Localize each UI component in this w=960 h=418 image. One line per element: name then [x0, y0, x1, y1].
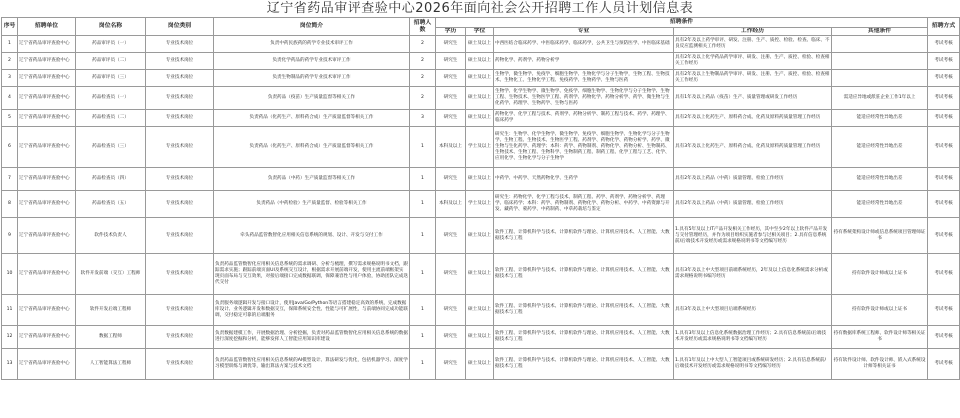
cell-other: 能适应经常性异地出差: [832, 168, 928, 191]
cell-edu: 研究生: [436, 110, 466, 127]
cell-seq: 13: [2, 349, 18, 380]
cell-profile: 负责药品监管数智化应用相关信息系统的需求调研、分析与梳理，撰写需求规格说明书文档，跟踪需求实施；跟踪前端页面UI及系统交互设计，根据需求开展前端开发，使用主流前端框架实现页面布局与交互效果，对接后端接口完成数据联调，保障兼容性与用户体验，协助团队完成迭代交付: [214, 254, 410, 295]
cell-count: 1: [410, 254, 436, 295]
cell-unit: 辽宁省药品审评查验中心: [18, 127, 76, 168]
cell-position: 药品检查员（一）: [76, 87, 146, 110]
cell-other: 能适应经常性异地出差: [832, 127, 928, 168]
cell-method: 考试考核: [928, 168, 960, 191]
header-conditions: 招聘条件: [436, 18, 928, 28]
cell-major: 药物化学、化学工程与技术、药剂学、药物分析学、制药工程与技术、药学、药理学、临床药学: [494, 110, 674, 127]
cell-other: 能适应经常性异地出差: [832, 191, 928, 218]
page-title: 辽宁省药品审评查验中心2026年面向社会公开招聘工作人员计划信息表: [266, 1, 694, 16]
cell-experience: 具有3年及以上中大型项目后端系统经历: [674, 295, 832, 326]
table-row: [2, 70, 960, 87]
cell-degree: 硕士及以上: [466, 53, 494, 70]
table-row: [2, 349, 960, 380]
cell-other: 持有软件设计师或以上证书: [832, 254, 928, 295]
cell-unit: 辽宁省药品审评查验中心: [18, 53, 76, 70]
cell-unit: 辽宁省药品审评查验中心: [18, 218, 76, 254]
cell-experience: 具有3年及以上中大型项目前端系统经历，2年及以上信息化系统需求分析或需求规格说明书编写经历: [674, 254, 832, 295]
cell-count: 2: [410, 70, 436, 87]
cell-profile: 负责药品（化药生产、原料药合成）生产质量监督等相关工作: [214, 127, 410, 168]
cell-edu: 研究生: [436, 218, 466, 254]
cell-method: 考试考核: [928, 349, 960, 380]
cell-major: 研究生：生物学、化学生物学、微生物学、免疫学、细胞生物学、生物化学与分子生物学、生物工程、生物技术、生物医学工程、药剂学、药物化学、药物分析学、药学、微生物与生化药学、药理学；本科：药学、药物制剂、药物化学、药物分析、生物制药、生物技术、生物工程、生物科学、生物制药工程、制药工程、化学工程与工艺、化学、应用化学、生物化学与分子生物学: [494, 127, 674, 168]
cell-count: 1: [410, 191, 436, 218]
cell-position: 软件开发前端（交互）工程师: [76, 254, 146, 295]
cell-major: 软件工程、计算机科学与技术、计算机软件与理论、计算机应用技术、人工智能、大数据技术与工程: [494, 254, 674, 295]
cell-seq: 11: [2, 295, 18, 326]
cell-profile: 牵头药品监管数智化应用相关信息系统的规划、设计、开发与交付工作: [214, 218, 410, 254]
cell-method: 考试考核: [928, 36, 960, 53]
cell-seq: 5: [2, 110, 18, 127]
cell-category: 专业技术岗位: [146, 110, 214, 127]
cell-method: 考试考核: [928, 254, 960, 295]
cell-edu: 研究生: [436, 295, 466, 326]
cell-other: [832, 53, 928, 70]
cell-unit: 辽宁省药品审评查验中心: [18, 254, 76, 295]
cell-experience: 具有3年及以上化药生产、原料药合成、化药及原料药质量管理工作经历: [674, 127, 832, 168]
cell-degree: 硕士及以上: [466, 254, 494, 295]
cell-method: 考试考核: [928, 110, 960, 127]
header-unit: 招聘单位: [18, 18, 76, 36]
cell-major: 中西医结合临床药学、中医临床药学、临床药学，公共卫生与预防医学、中医临床基础: [494, 36, 674, 53]
cell-seq: 7: [2, 168, 18, 191]
cell-edu: 研究生: [436, 349, 466, 380]
cell-experience: 具有2年及以上生物制品药学审评、研发、注册、生产、质控、检验、检查相关工作经历: [674, 70, 832, 87]
cell-profile: 负责药品（中药检验）生产质量监督、检验等相关工作: [214, 191, 410, 218]
header-seq: 序号: [2, 18, 18, 36]
cell-seq: 6: [2, 127, 18, 168]
cell-count: 2: [410, 53, 436, 70]
cell-experience: 具有2年及以上化药生产、原料药合成、化药及原料药质量管理工作经历: [674, 110, 832, 127]
cell-major: 软件工程、计算机科学与技术、计算机软件与理论、计算机应用技术、人工智能、大数据技术与工程: [494, 349, 674, 380]
header-method: 招聘方式: [928, 18, 960, 36]
cell-unit: 辽宁省药品审评查验中心: [18, 349, 76, 380]
cell-edu: 研究生: [436, 168, 466, 191]
cell-unit: 辽宁省药品审评查验中心: [18, 110, 76, 127]
recruitment-table: [1, 17, 960, 380]
cell-degree: 硕士及以上: [466, 110, 494, 127]
header-position: 岗位名称: [76, 18, 146, 36]
cell-major: 中药学、中药学、天然药物化学、生药学: [494, 168, 674, 191]
cell-count: 2: [410, 36, 436, 53]
cell-category: 专业技术岗位: [146, 36, 214, 53]
cell-edu: 研究生: [436, 326, 466, 349]
cell-major: 研究生：药物化学、化学工程与技术、制药工程、药学、药剂学、药物分析学、药理学、临床药学；本科：药学、药物制剂、药物化学、药物分析、中药学、中药资源与开发、藏药学、蒙药学、中药制药、中草药栽培与鉴定: [494, 191, 674, 218]
cell-position: 软件技术负责人: [76, 218, 146, 254]
cell-other: [832, 36, 928, 53]
cell-other: 持有数据库系统工程师、软件设计师等相关证书: [832, 326, 928, 349]
cell-category: 专业技术岗位: [146, 254, 214, 295]
cell-position: 药品检查员（二）: [76, 110, 146, 127]
table-row: [2, 53, 960, 70]
cell-seq: 12: [2, 326, 18, 349]
cell-profile: 负责药品（疫苗）生产质量监督等相关工作: [214, 87, 410, 110]
header-degree: 学位: [466, 28, 494, 36]
cell-experience: 具有2年及以上药品（中药）质量管理、检验工作经历: [674, 168, 832, 191]
cell-category: 专业技术岗位: [146, 70, 214, 87]
header-other: 其他条件: [832, 28, 928, 36]
cell-category: 专业技术岗位: [146, 87, 214, 110]
cell-seq: 1: [2, 36, 18, 53]
cell-degree: 硕士及以上: [466, 87, 494, 110]
header-category: 岗位类别: [146, 18, 214, 36]
cell-position: 药品检查员（四）: [76, 168, 146, 191]
cell-count: 1: [410, 127, 436, 168]
cell-edu: 本科及以上: [436, 127, 466, 168]
table-row: [2, 218, 960, 254]
header-profile: 岗位简介: [214, 18, 410, 36]
cell-position: 数据工程师: [76, 326, 146, 349]
cell-unit: 辽宁省药品审评查验中心: [18, 295, 76, 326]
cell-method: 考试考核: [928, 70, 960, 87]
cell-profile: 负责服务端逻辑开发与接口设计，使用Java/Go/Python等语言搭建稳定高效的系统，完成数据库设计、业务逻辑开发和数据交互，保障系统安全性、性能与可扩展性，与前端协同完成功能联调，交付稳定可靠的后端服务: [214, 295, 410, 326]
cell-major: 生物学，微生物学、免疫学、细胞生物学、生物化学与分子生物学，生物工程、生物技术、生物化工、生物化学工程、免疫药学、生物药学、生物与医药: [494, 70, 674, 87]
cell-seq: 3: [2, 70, 18, 87]
cell-edu: 研究生: [436, 254, 466, 295]
cell-unit: 辽宁省药品审评查验中心: [18, 168, 76, 191]
table-row: [2, 191, 960, 218]
cell-method: 考试考核: [928, 326, 960, 349]
cell-method: 考试考核: [928, 295, 960, 326]
cell-experience: 具有2年及以上药学审评、研发、注册、生产、质控、检验、检查、临床、不良反应监测相关工作经历: [674, 36, 832, 53]
cell-profile: 负责药品（中药）生产质量监督等相关工作: [214, 168, 410, 191]
cell-experience: 1.具有5年及以上IT产品开发相关工作经历，其中至少2年以上软件产品开发与交付管理经历，并作为项目组织实施者参与过相关项目；2.具有信息系统前/后端技术开发经历或需求规格说明书等文档编写经历: [674, 218, 832, 254]
cell-experience: 具有2年及以上化学药品药学审评、研发、注册、生产、质控、检验、检查相关工作经历: [674, 53, 832, 70]
cell-count: 1: [410, 168, 436, 191]
cell-edu: 研究生: [436, 53, 466, 70]
cell-method: 考试考核: [928, 53, 960, 70]
cell-category: 专业技术岗位: [146, 326, 214, 349]
cell-experience: 具有2年及以上药品（中药）质量管理、检验工作经历: [674, 191, 832, 218]
cell-category: 专业技术岗位: [146, 218, 214, 254]
table-row: [2, 168, 960, 191]
cell-degree: 学士及以上: [466, 191, 494, 218]
cell-count: 2: [410, 87, 436, 110]
cell-profile: 负责中药民族药的药学专业技术审评工作: [214, 36, 410, 53]
cell-experience: 具有1年及以上药品（疫苗）生产、质量管理或研发工作经历: [674, 87, 832, 110]
cell-seq: 4: [2, 87, 18, 110]
table-row: [2, 127, 960, 168]
cell-category: 专业技术岗位: [146, 191, 214, 218]
cell-degree: 硕士及以上: [466, 295, 494, 326]
cell-method: 考试考核: [928, 87, 960, 110]
cell-degree: 硕士及以上: [466, 326, 494, 349]
cell-major: 药物化学、药剂学、药物分析学: [494, 53, 674, 70]
cell-degree: 学士及以上: [466, 127, 494, 168]
cell-degree: 硕士及以上: [466, 218, 494, 254]
table-row: [2, 87, 960, 110]
cell-count: 1: [410, 349, 436, 380]
cell-other: 持有系统架构设计师或信息系统项目管理师证书: [832, 218, 928, 254]
header-edu: 学历: [436, 28, 466, 36]
table-row: [2, 36, 960, 53]
cell-profile: 负责药品（化药生产、原料药合成）生产质量监督等相关工作: [214, 110, 410, 127]
cell-major: 软件工程、计算机科学与技术、计算机软件与理论、计算机应用技术、人工智能、大数据技术与工程: [494, 218, 674, 254]
table-row: [2, 110, 960, 127]
cell-major: 生物学、化学生物学、微生物学、免疫学、细胞生物学、生物化学与分子生物学、生物工程、生物技术、生物医学工程、药剂学、药物化学、药物分析学、药学、微生物与生化药学、药理学、生物药学、生物与医药: [494, 87, 674, 110]
table-row: [2, 254, 960, 295]
cell-category: 专业技术岗位: [146, 349, 214, 380]
cell-profile: 负责生物制品的药学专业技术审评工作: [214, 70, 410, 87]
cell-count: 1: [410, 218, 436, 254]
cell-edu: 本科及以上: [436, 191, 466, 218]
cell-category: 专业技术岗位: [146, 295, 214, 326]
cell-seq: 2: [2, 53, 18, 70]
header-major: 专业: [494, 28, 674, 36]
cell-degree: 硕士及以上: [466, 349, 494, 380]
cell-unit: 辽宁省药品审评查验中心: [18, 326, 76, 349]
cell-edu: 研究生: [436, 70, 466, 87]
cell-unit: 辽宁省药品审评查验中心: [18, 70, 76, 87]
cell-degree: 硕士及以上: [466, 168, 494, 191]
cell-position: 人工智能算法工程师: [76, 349, 146, 380]
cell-profile: 负责数据建模工作，开展数据治理、分析挖掘，负责对药品监管数智化应用相关信息系统的数据进行深度挖掘和分析，能够发挥人工智能应用知识库建设: [214, 326, 410, 349]
cell-count: 1: [410, 295, 436, 326]
cell-profile: 负责药品监管数智化应用相关信息系统的AI模型设计、算法研发与优化，包括机器学习、深度学习模型训练与调优等，输出算法方案与技术文档: [214, 349, 410, 380]
cell-method: 考试考核: [928, 218, 960, 254]
cell-category: 专业技术岗位: [146, 127, 214, 168]
cell-method: 考试考核: [928, 127, 960, 168]
cell-major: 软件工程、计算机科学与技术、计算机软件与理论、计算机应用技术、人工智能、大数据技术与工程: [494, 326, 674, 349]
table-row: [2, 295, 960, 326]
cell-major: 软件工程、计算机科学与技术、计算机软件与理论、计算机应用技术、人工智能、大数据技术与工程: [494, 295, 674, 326]
cell-count: 3: [410, 110, 436, 127]
header-count: 招聘人数: [410, 18, 436, 36]
cell-unit: 辽宁省药品审评查验中心: [18, 87, 76, 110]
cell-position: 药品审评员（三）: [76, 70, 146, 87]
header-experience: 工作经历: [674, 28, 832, 36]
cell-other: [832, 70, 928, 87]
cell-position: 软件开发后端工程师: [76, 295, 146, 326]
cell-edu: 研究生: [436, 36, 466, 53]
cell-unit: 辽宁省药品审评查验中心: [18, 191, 76, 218]
cell-other: 持有软件设计师、软件设计师、嵌入式系统设计师等相关证书: [832, 349, 928, 380]
cell-experience: 1.具有1年及以上中大型人工智能项目或系统研发经历；2.具有信息系统前/后端技术开发经历或需求规格说明书等文档编写经历: [674, 349, 832, 380]
cell-category: 专业技术岗位: [146, 168, 214, 191]
table-row: [2, 326, 960, 349]
cell-position: 药品检查员（五）: [76, 191, 146, 218]
cell-other: 能适应经常性异地出差: [832, 110, 928, 127]
cell-profile: 负责化学药品的药学专业技术审评工作: [214, 53, 410, 70]
cell-position: 药品检查员（三）: [76, 127, 146, 168]
cell-other: 需适应异地或派驻企业工作1年以上: [832, 87, 928, 110]
cell-degree: 硕士及以上: [466, 36, 494, 53]
cell-seq: 10: [2, 254, 18, 295]
cell-seq: 8: [2, 191, 18, 218]
cell-count: 1: [410, 326, 436, 349]
cell-unit: 辽宁省药品审评查验中心: [18, 36, 76, 53]
cell-edu: 研究生: [436, 87, 466, 110]
cell-degree: 硕士及以上: [466, 70, 494, 87]
cell-other: 持有软件设计师或以上证书: [832, 295, 928, 326]
cell-category: 专业技术岗位: [146, 53, 214, 70]
cell-position: 药品审评员（二）: [76, 53, 146, 70]
cell-method: 考试考核: [928, 191, 960, 218]
cell-position: 药品审评员（一）: [76, 36, 146, 53]
cell-experience: 1.具有3年及以上信息化系统数据治理工作经历；2.具有信息系统前/后端技术开发经历或需求规格说明书等文档编写经历: [674, 326, 832, 349]
cell-seq: 9: [2, 218, 18, 254]
